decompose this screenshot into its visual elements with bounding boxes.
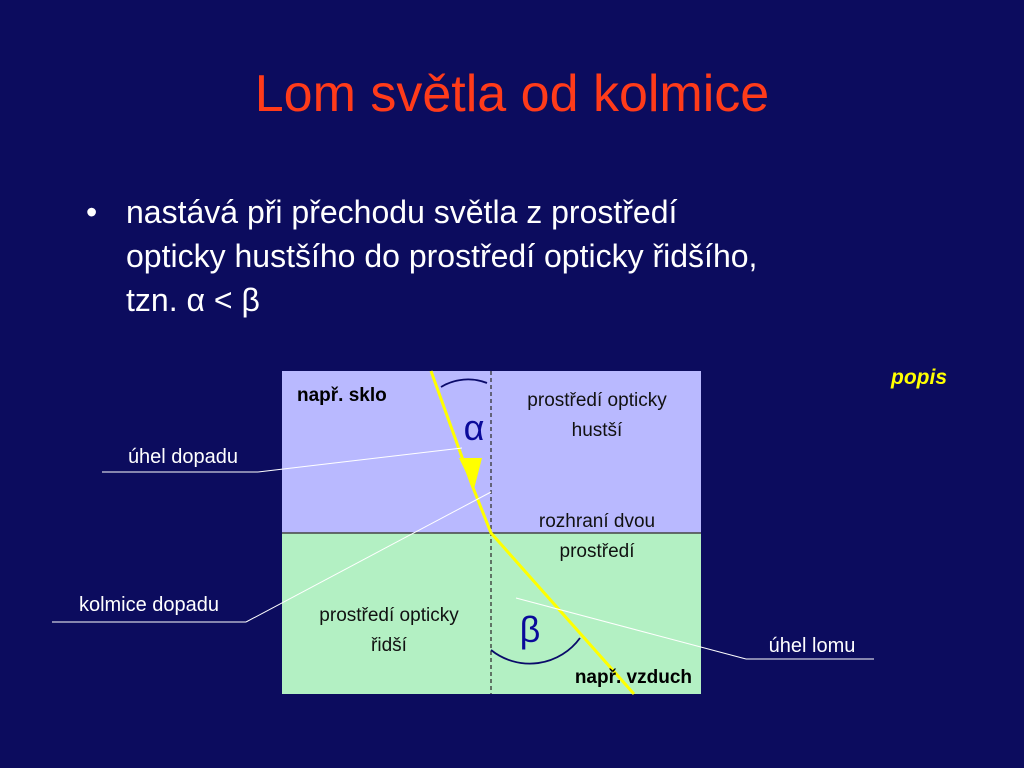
beta-symbol: β	[519, 609, 541, 650]
bullet-text-line-1: nastává při přechodu světla z prostředí	[126, 194, 678, 230]
callout-normal-label: kolmice dopadu	[78, 594, 220, 616]
callout-incidence-label: úhel dopadu	[127, 446, 239, 468]
rare-medium-example: např. vzduch	[574, 667, 692, 688]
dense-medium-desc-line-2: hustší	[571, 420, 623, 441]
slide-title: Lom světla od kolmice	[254, 65, 770, 123]
popis-link[interactable]: popis	[891, 366, 947, 389]
callout-refraction-label: úhel lomu	[768, 635, 856, 657]
bullet-text-line-2: opticky hustšího do prostředí opticky řidšího,	[126, 238, 758, 274]
interface-label-line-1: rozhraní dvou	[538, 511, 656, 532]
rare-medium-desc-line-2: řidší	[371, 635, 407, 656]
dense-medium-desc-line-1: prostředí opticky	[527, 390, 667, 411]
bullet-text-line-3: tzn. α < β	[126, 282, 260, 318]
bullet-icon: •	[86, 194, 98, 230]
interface-label-line-2: prostředí	[559, 541, 635, 562]
rare-medium-desc-line-1: prostředí opticky	[319, 605, 459, 626]
dense-medium-example: např. sklo	[297, 385, 387, 406]
alpha-symbol: α	[463, 407, 485, 448]
